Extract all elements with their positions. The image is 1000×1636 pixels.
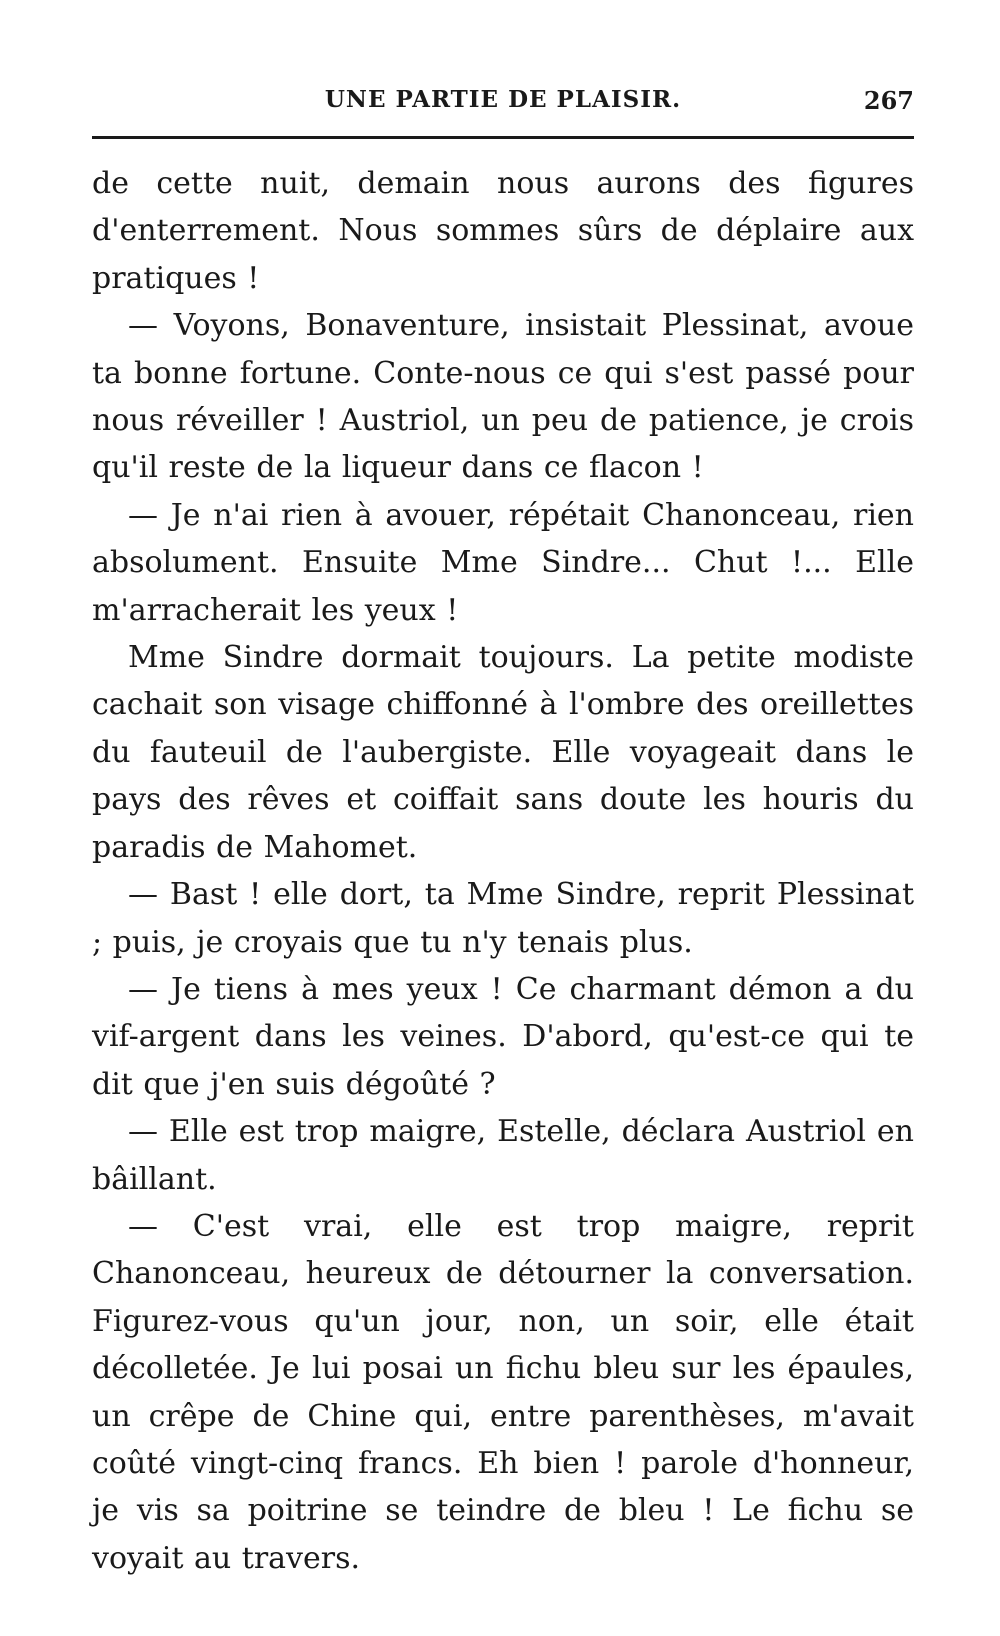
paragraph: — Je n'ai rien à avouer, répétait Chanonceau, rien absolument. Ensuite Mme Sindre... Chut !... Elle m'arracherait les yeux ! [92, 497, 914, 628]
paragraph: — Elle est trop maigre, Estelle, déclara Austriol en bâillant. [92, 1114, 914, 1197]
page-number: 267 [863, 86, 914, 115]
paragraph: — Bast ! elle dort, ta Mme Sindre, reprit Plessinat ; puis, je croyais que tu n'y tenais plus. [92, 877, 914, 960]
paragraph: Mme Sindre dormait toujours. La petite modiste cachait son visage chiffonné à l'ombre des oreillettes du fauteuil de l'aubergiste. Elle voyageait dans le pays des rêves et coiffait sans doute les houris du paradis de Mahomet. [92, 640, 914, 865]
paragraph: — C'est vrai, elle est trop maigre, reprit Chanonceau, heureux de détourner la conversation. Figurez-vous qu'un jour, non, un soir, elle était décolletée. Je lui posai un fichu bleu sur les épaules, un crêpe de Chine qui, entre parenthèses, m'avait coûté vingt-cinq francs. Eh bien ! parole d'honneur, je vis sa poitrine se teindre de bleu ! Le fichu se voyait au travers. [92, 1208, 914, 1576]
running-head [92, 86, 914, 122]
paragraph: — Voyons, Bonaventure, insistait Plessinat, avoue ta bonne fortune. Conte-nous ce qui s'est passé pour nous réveiller ! Austriol, un peu de patience, je crois qu'il reste de la liqueur dans ce flacon ! [92, 308, 914, 486]
paragraph: — Je tiens à mes yeux ! Ce charmant démon a du vif-argent dans les veines. D'abord, qu'est-ce qui te dit que j'en suis dégoûté ? [92, 971, 914, 1102]
text-body [92, 160, 914, 1582]
header-rule [92, 136, 914, 139]
running-title: UNE PARTIE DE PLAISIR. [324, 86, 682, 113]
paragraph: de cette nuit, demain nous aurons des figures d'enterrement. Nous sommes sûrs de déplaire aux pratiques ! [92, 166, 914, 296]
